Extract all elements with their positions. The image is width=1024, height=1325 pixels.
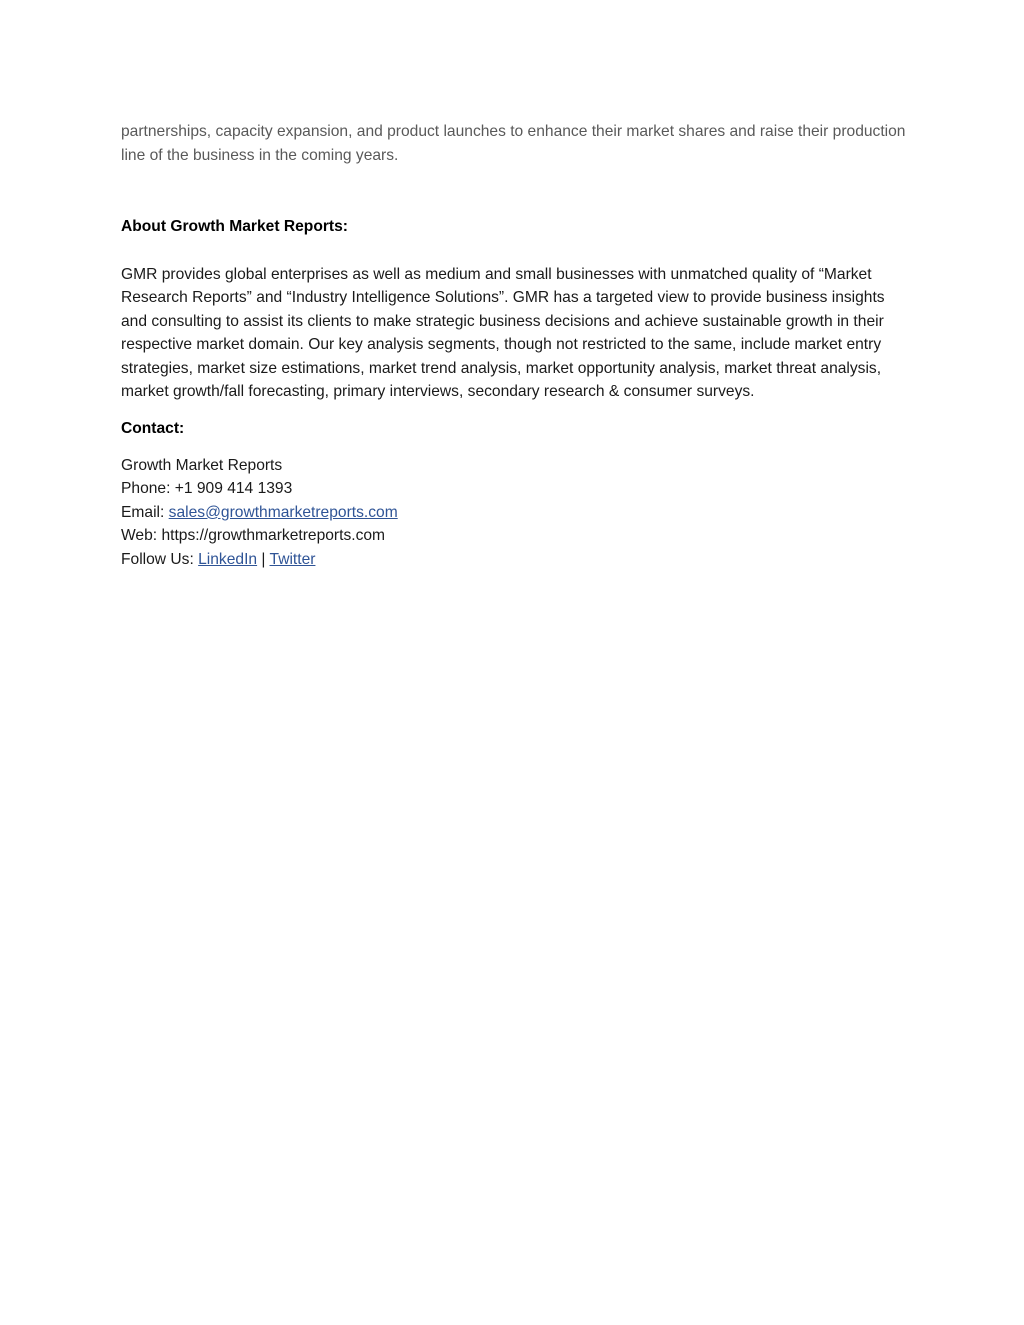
contact-heading: Contact:: [121, 420, 185, 438]
link-separator: |: [257, 550, 270, 568]
twitter-link[interactable]: Twitter: [269, 550, 316, 568]
about-heading: About Growth Market Reports:: [121, 218, 348, 235]
intro-paragraph: partnerships, capacity expansion, and product launches to enhance their market shares and raise their production line of the business in the coming years.: [121, 123, 906, 164]
follow-us-label: Follow Us:: [121, 550, 199, 568]
follow-us-line: [121, 548, 911, 572]
contact-company: Growth Market Reports: [121, 456, 283, 474]
linkedin-link[interactable]: LinkedIn: [198, 550, 258, 568]
contact-email-line: [121, 501, 911, 525]
page-content: [121, 120, 911, 572]
contact-email-label: Email:: [121, 503, 169, 521]
contact-phone: Phone: +1 909 414 1393: [121, 480, 293, 498]
email-link[interactable]: sales@growthmarketreports.com: [168, 503, 398, 521]
contact-web: Web: https://growthmarketreports.com: [121, 527, 386, 545]
about-paragraph: GMR provides global enterprises as well as medium and small businesses with unmatched quality of “Market Research Reports” and “Industry Intelligence Solutions”. GMR has a targeted view to provide business insights and consulting to assist its clients to make strategic business decisions and achieve sustainable growth in their respective market domain. Our key analysis segments, though not restricted to the same, include market entry strategies, market size estimations, market trend analysis, market opportunity analysis, market threat analysis, market growth/fall forecasting, primary interviews, secondary research & consumer surveys.: [121, 265, 885, 401]
contact-details: [121, 454, 911, 572]
